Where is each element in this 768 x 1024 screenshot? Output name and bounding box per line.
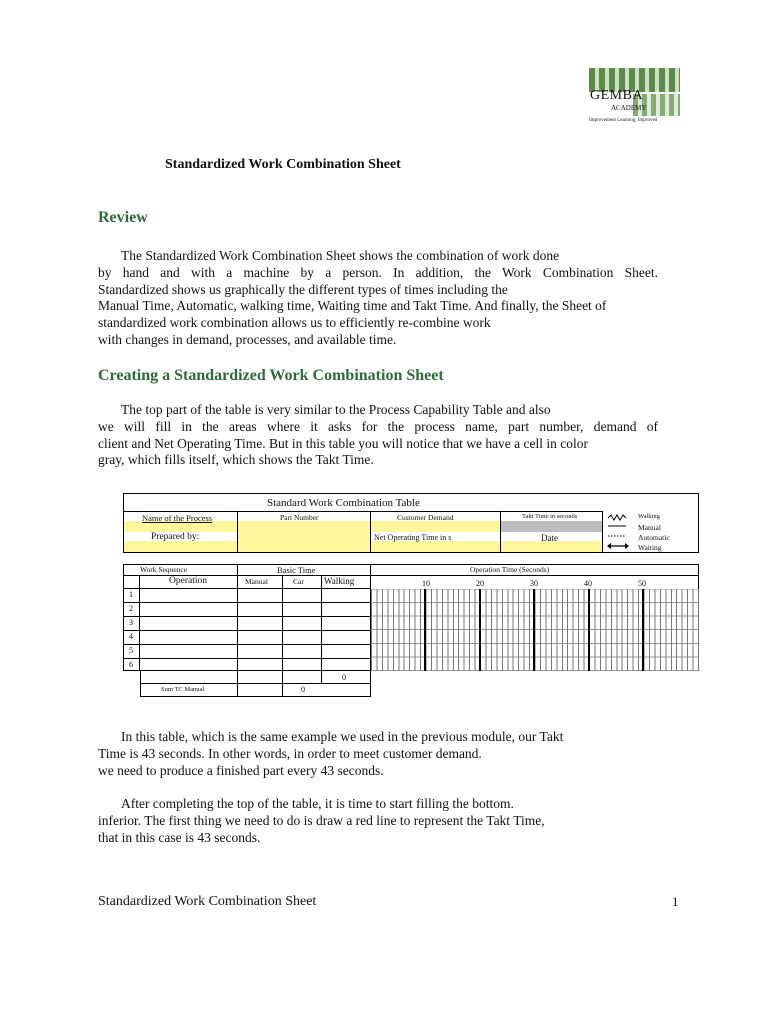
text-line: with changes in demand, processes, and available time.: [98, 331, 397, 347]
text-line: The top part of the table is very similar to the Process Capability Table and also: [121, 402, 551, 417]
takt-time-label: Takt Time in seconds: [522, 513, 578, 520]
row-number: 4: [129, 632, 133, 641]
footer-title: Standardized Work Combination Sheet: [98, 894, 317, 909]
sum-value: 0: [301, 685, 305, 694]
row-number: 3: [129, 618, 133, 627]
car-col: [282, 575, 322, 671]
text-line: we will fill in the areas where it asks for the process name, part number, demand of: [98, 418, 658, 434]
row-separator: [123, 644, 371, 645]
text-line: inferior. The first thing we need to do is draw a red line to represent the Takt Time,: [98, 812, 545, 828]
grid-major-line: [479, 589, 481, 671]
takt-time-cell: [501, 521, 602, 532]
grid-major-line: [424, 589, 426, 671]
header-divider: [123, 588, 371, 589]
row-separator: [123, 602, 371, 603]
text-line: Manual Time, Automatic, walking time, Waiting time and Takt Time. And finally, the Sheet of: [98, 298, 607, 314]
net-operating-input[interactable]: [371, 541, 500, 552]
operation-time-grid: [371, 589, 699, 671]
row-number: 1: [129, 590, 133, 599]
review-heading: Review: [98, 209, 148, 226]
walking-col: [321, 575, 371, 671]
text-line: that in this case is 43 seconds.: [98, 829, 261, 845]
legend-symbols: [606, 513, 636, 553]
car-label: Car: [293, 577, 304, 586]
logo-tagline: Improvement Learning, Improved: [589, 118, 658, 123]
grid-major-line: [533, 589, 535, 671]
tick-40: 40: [584, 579, 592, 588]
work-sequence-label: Work Sequence: [140, 565, 188, 574]
manual-label: Manual: [245, 577, 268, 586]
grid-major-line: [642, 589, 644, 671]
customer-demand-input[interactable]: [371, 521, 500, 532]
after-table-paragraph-2: [98, 796, 658, 846]
prepared-input[interactable]: [124, 541, 237, 552]
text-line: In this table, which is the same example we used in the previous module, our Takt: [121, 729, 564, 744]
text-line: The Standardized Work Combination Sheet shows the combination of work done: [121, 248, 560, 263]
text-line: by hand and with a machine by a person. In addition, the Work Combination Sheet.: [98, 264, 658, 280]
totals-car-cell: [282, 670, 322, 684]
creating-paragraph: [98, 402, 658, 469]
tick-10: 10: [422, 579, 430, 588]
row-separator: [123, 616, 371, 617]
after-table-paragraph-1: [98, 729, 658, 779]
basic-time-label: Basic Time: [277, 565, 316, 575]
row-number: 6: [129, 660, 133, 669]
customer-demand-label: Customer Demand: [397, 513, 454, 522]
prepared-by-label: Prepared by:: [151, 532, 200, 542]
part-number-input[interactable]: [238, 521, 370, 552]
part-number-label: Part Number: [280, 513, 319, 522]
grid-major-line: [588, 589, 590, 671]
review-paragraph: [98, 248, 658, 349]
creating-heading: Creating a Standardized Work Combination Sheet: [98, 367, 444, 384]
operation-time-label: Operation Time (Seconds): [470, 565, 550, 574]
row-number: 2: [129, 604, 133, 613]
sum-tc-manual-label: Sum TC Manual: [161, 686, 205, 693]
walking-label: Walking: [324, 576, 355, 586]
tick-20: 20: [476, 579, 484, 588]
row-separator: [123, 630, 371, 631]
text-line: client and Net Operating Time. But in this table you will notice that we have a cell in color: [98, 435, 589, 451]
document-title: Standardized Work Combination Sheet: [165, 157, 401, 172]
walking-total: 0: [342, 673, 346, 682]
text-line: standardized work combination allows us to efficiently re-combine work: [98, 315, 491, 331]
text-line: Standardized shows us graphically the different types of times including the: [98, 281, 508, 297]
legend-automatic: Automatic: [638, 533, 670, 542]
tick-50: 50: [638, 579, 646, 588]
legend-walking: Walking: [638, 513, 660, 520]
text-line: we need to produce a finished part every 43 seconds.: [98, 762, 384, 778]
standard-work-combination-table: [123, 493, 699, 705]
text-line: gray, which fills itself, which shows the Takt Time.: [98, 452, 374, 468]
text-line: After completing the top of the table, it is time to start filling the bottom.: [121, 796, 514, 811]
table-title: Standard Work Combination Table: [267, 497, 420, 509]
gemba-academy-logo: [589, 68, 680, 126]
logo-name: GEMBA: [590, 88, 644, 103]
operation-label: Operation: [169, 576, 207, 586]
totals-row: [140, 670, 371, 684]
date-label: Date: [541, 533, 558, 543]
net-operating-label: Net Operating Time in s: [374, 533, 452, 542]
legend-waiting: Waiting: [638, 543, 662, 552]
row-separator: [123, 658, 371, 659]
name-of-process-label: Name of the Process: [142, 513, 213, 523]
legend-manual: Manual: [638, 523, 661, 532]
row-number: 5: [129, 646, 133, 655]
tick-30: 30: [530, 579, 538, 588]
text-line: Time is 43 seconds. In other words, in order to meet customer demand.: [98, 745, 482, 761]
page-number: 1: [672, 894, 679, 909]
logo-sub: ACADEMY: [611, 104, 647, 112]
